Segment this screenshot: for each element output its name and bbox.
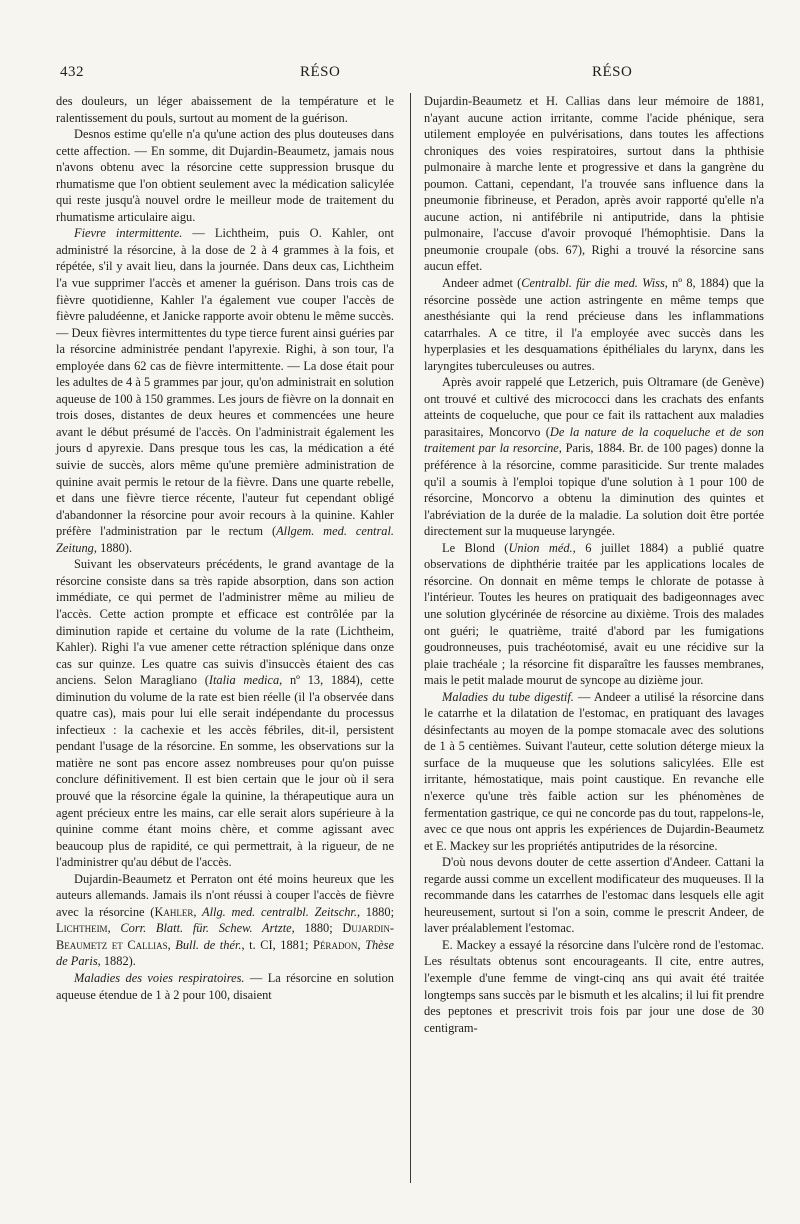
author-name: Péradon	[313, 937, 358, 952]
running-head-left: RÉSO	[300, 64, 341, 80]
paragraph: des douleurs, un léger abaissement de la température et le ralentissement du pouls, surtout au moment de la guérison.	[56, 94, 394, 125]
paragraph: D'où nous devons douter de cette assertion d'Andeer. Cattani la regarde aussi comme un excellent modificateur des muqueuses. Il la recommande dans les catarrhes de l'estomac dans lesquels elle agit heureusement, surtout si l'on a soin, comme le prescrit Andeer, de laver préalablement l'estomac.	[424, 855, 764, 936]
citation: Allgem. med. central. Zeitung	[56, 524, 395, 555]
paragraph: Desnos estime qu'elle n'a qu'une action des plus douteuses dans cette affection. — En somme, dit Dujardin-Beaumetz, jamais nous n'avons obtenu avec la résorcine cette suppression brusque du rhumatisme que l'on obtient seulement avec la médication salicylée qui reste jusqu'à nouvel ordre le meilleur mode de traitement du rhumatisme articulaire aigu.	[56, 127, 394, 224]
section-heading: Fievre intermittente.	[74, 226, 183, 241]
citation: Centralbl. für die med. Wiss	[521, 276, 665, 291]
paragraph: Fievre intermittente. — Lichtheim, puis O. Kahler, ont administré la résorcine, à la dose de 2 à 4 grammes à la fois, et répétée, s'il y avait lieu, dans la journée. Dans deux cas, Lichtheim l'a vue supprimer l'accès et amener la guérison. Dans trois cas de fièvre quotidienne, Kahler l'a également vue couper l'accès de fièvre paludéenne, et Janicke rapporte avoir obtenu le même succès. — Deux fièvres intermittentes du type tierce furent ainsi guéries par la résorcine administrée pendant l'apyrexie. Righi, à son tour, l'a employée dans 62 cas de fièvre intermittente. — La dose était pour les adultes de 4 à 5 grammes par jour, qu'on administrait en solution aqueuse de 100 à 150 grammes. Les jours de fièvre on la donnait en trois doses, distantes de deux heures et commencées une heure avant le début présumé de l'accès. On l'administrait également les jours d apyrexie. Dans presque tous les cas, la médication a été suivie de succès, alors même qu'une première administration de quinine avait permis le retour de la fièvre. Dans une quarte rebelle, et dans une fièvre tierce récente, l'auteur fut cependant obligé d'abandonner la résorcine pour avoir recours à la quinine. Kahler préfère l'administration par le rectum (Allgem. med. central. Zeitung, 1880).	[56, 226, 395, 555]
paragraph: Dujardin-Beaumetz et Perraton ont été moins heureux que les auteurs allemands. Jamais ils n'ont réussi à couper l'accès de fièvre avec la résorcine (Kahler, Allg. med. centralbl. Zeitschr., 1880; Lichtheim, Corr. Blatt. für. Schew. Artzte, 1880; Dujardin-Beaumetz et Callias, Bull. de thér., t. CI, 1881; Péradon, Thèse de Paris, 1882).	[56, 871, 395, 969]
citation: , Thèse de Paris	[56, 937, 394, 969]
citation: , Bull. de thér.	[167, 937, 242, 952]
section-heading: Maladies des voies respiratoires.	[74, 970, 245, 985]
citation: Union méd.	[508, 540, 573, 555]
paragraph: Maladies des voies respiratoires. — La résorcine en solution aqueuse étendue de 1 à 2 pour 100, disaient	[56, 970, 394, 1002]
section-heading: Maladies du tube digestif.	[442, 689, 574, 704]
right-column	[424, 93, 764, 1036]
paragraph: Après avoir rappelé que Letzerich, puis Oltramare (de Genève) ont trouvé et cultivé des micrococci dans les crachats des enfants atteints de coqueluche, que pour ce fait ils rattachent aux maladies parasitaires, Moncorvo (De la nature de la coqueluche et de son traitement par la resorcine, Paris, 1884. Br. de 100 pages) donne la préférence à la résorcine, comme parasiticide. Sur trente malades qu'il a soumis à l'emploi topique d'une solution à 1 pour 100 de résorcine, Moncorvo a obtenu la diminution des quintes et l'abréviation de la durée de la maladie. La solution doit être portée directement sur la muqueuse laryngée.	[424, 375, 764, 539]
paragraph: Andeer admet (Centralbl. für die med. Wiss, nº 8, 1884) que la résorcine possède une action astringente en même temps que anesthésiante qui la rend précieuse dans les inflammations catarrhales. A ce titre, il l'a employée avec succès dans les hyperplasies et les desquamations épithéliales du larynx, dans les laryngites tuberculeuses ou autres.	[424, 276, 765, 373]
paragraph: Suivant les observateurs précédents, le grand avantage de la résorcine consiste dans sa très rapide absorption, dans son action immédiate, ce qui permet de l'administrer même au milieu de l'accès. Cette action prompte et efficace est contrôlée par la diminution rapide et certaine du volume de la rate (Lichtheim, Kahler). Righi l'a vue amener cette rétraction splénique dans onze cas sur quinze. Les quatre cas suivis d'insuccès étaient des cas anciens. Selon Maragliano (Italia medica, nº 13, 1884), cette diminution du volume de la rate est bien réelle (il l'a observée dans quatre cas), mais pour lui elle serait indépendante du processus infectieux : la cachexie et les accès fébriles, dit-il, persistent pendant l'usage de la résorcine. En somme, les observations sur la matière ne sont pas encore assez nombreuses pour qu'on puisse conclure définitivement. Il est bien certain que le jour où il sera prouvé que la résorcine égale la quinine, la thérapeutique aura un agent précieux entre les mains, car elle serait alors supérieure à la quinine comme étant moins chère, et comme agissant avec beaucoup plus de rapidité, ce qui permettrait, à la rigueur, de ne l'administrer qu'au début de l'accès.	[56, 557, 394, 870]
column-divider	[410, 93, 411, 1183]
paragraph: Dujardin-Beaumetz et H. Callias dans leur mémoire de 1881, n'ayant aucune action irritante, comme l'acide phénique, sera utilement employée en pulvérisations, dans toutes les affections chroniques des voies respiratoires, surtout dans la phthisie pulmonaire à marche lente et progressive et dans la gangrène du poumon. Cattani, cependant, l'a trouvée sans influence dans la pneumonie fibrineuse, et Peradon, après avoir rapporté qu'elle n'a aucune action, ni antifébrile ni antiputride, dans la phtisie pulmonaire, l'accuse d'avoir provoqué l'hémophtisie. Dans la pneumonie croupale (obs. 67), Righi a trouvé la résorcine sans aucun effet.	[424, 94, 764, 274]
citation: , Allg. med. centralbl. Zeitschr.	[193, 904, 357, 919]
left-column	[56, 93, 394, 1003]
citation: De la nature de la coqueluche et de son traitement par la resorcine	[424, 424, 764, 456]
running-head-right: RÉSO	[592, 64, 633, 80]
author-name: Dujardin-Beaumetz et Callias	[56, 921, 394, 952]
author-name: Lichtheim	[56, 921, 108, 936]
page-number: 432	[60, 64, 84, 80]
citation: , Corr. Blatt. für. Schew. Artzte	[107, 921, 292, 936]
author-name: Kahler	[154, 904, 194, 919]
citation: Italia medica	[208, 673, 280, 688]
paragraph: Le Blond (Union méd., 6 juillet 1884) a publié quatre observations de diphthérie traitée par les applications locales de résorcine. On donnait en même temps le chlorate de potasse à l'intérieur. Toutes les heures on pratiquait des badigeonnages avec une solution glycérinée de résorcine au dixième. Trois des malades ont guéri; le quatrième, traité d'abord par les fumigations goudronneuses, puis trachéotomisé, avait eu une récidive sur la plaie trachéale ; la résorcine fit disparaître les fausses membranes, mais le petit malade mourut de syncope au dizième jour.	[424, 540, 765, 688]
running-header	[60, 64, 750, 84]
paragraph: E. Mackey a essayé la résorcine dans l'ulcère rond de l'estomac. Les résultats obtenus sont encourageants. Il cite, entre autres, l'exemple d'une femme de vingt-cinq ans qui avait été traitée longtemps sans succès par le bismuth et les alcalins; il lui fit prendre des peptones et prescrivit trois fois par jour une dose de 30 centigram-	[424, 937, 764, 1035]
paragraph: Maladies du tube digestif. — Andeer a utilisé la résorcine dans le catarrhe et la dilatation de l'estomac, en pratiquant des lavages désinfectants au moyen de la pompe stomacale avec des solutions de 1 à 5 centièmes. Suivant l'auteur, cette solution déterge mieux la surface de la muqueuse que les solutions salicylées. Elle est irritante, hémostatique, mais point caustique. En revanche elle n'exerce qu'une très faible action sur les phénomènes de fermentation gastrique, ce qui ne concorde pas du tout, rappelons-le, avec ce que nous ont appris les expériences de Dujardin-Beaumetz et E. Mackey sur les propriétés antiputrides de la résorcine.	[424, 689, 764, 853]
